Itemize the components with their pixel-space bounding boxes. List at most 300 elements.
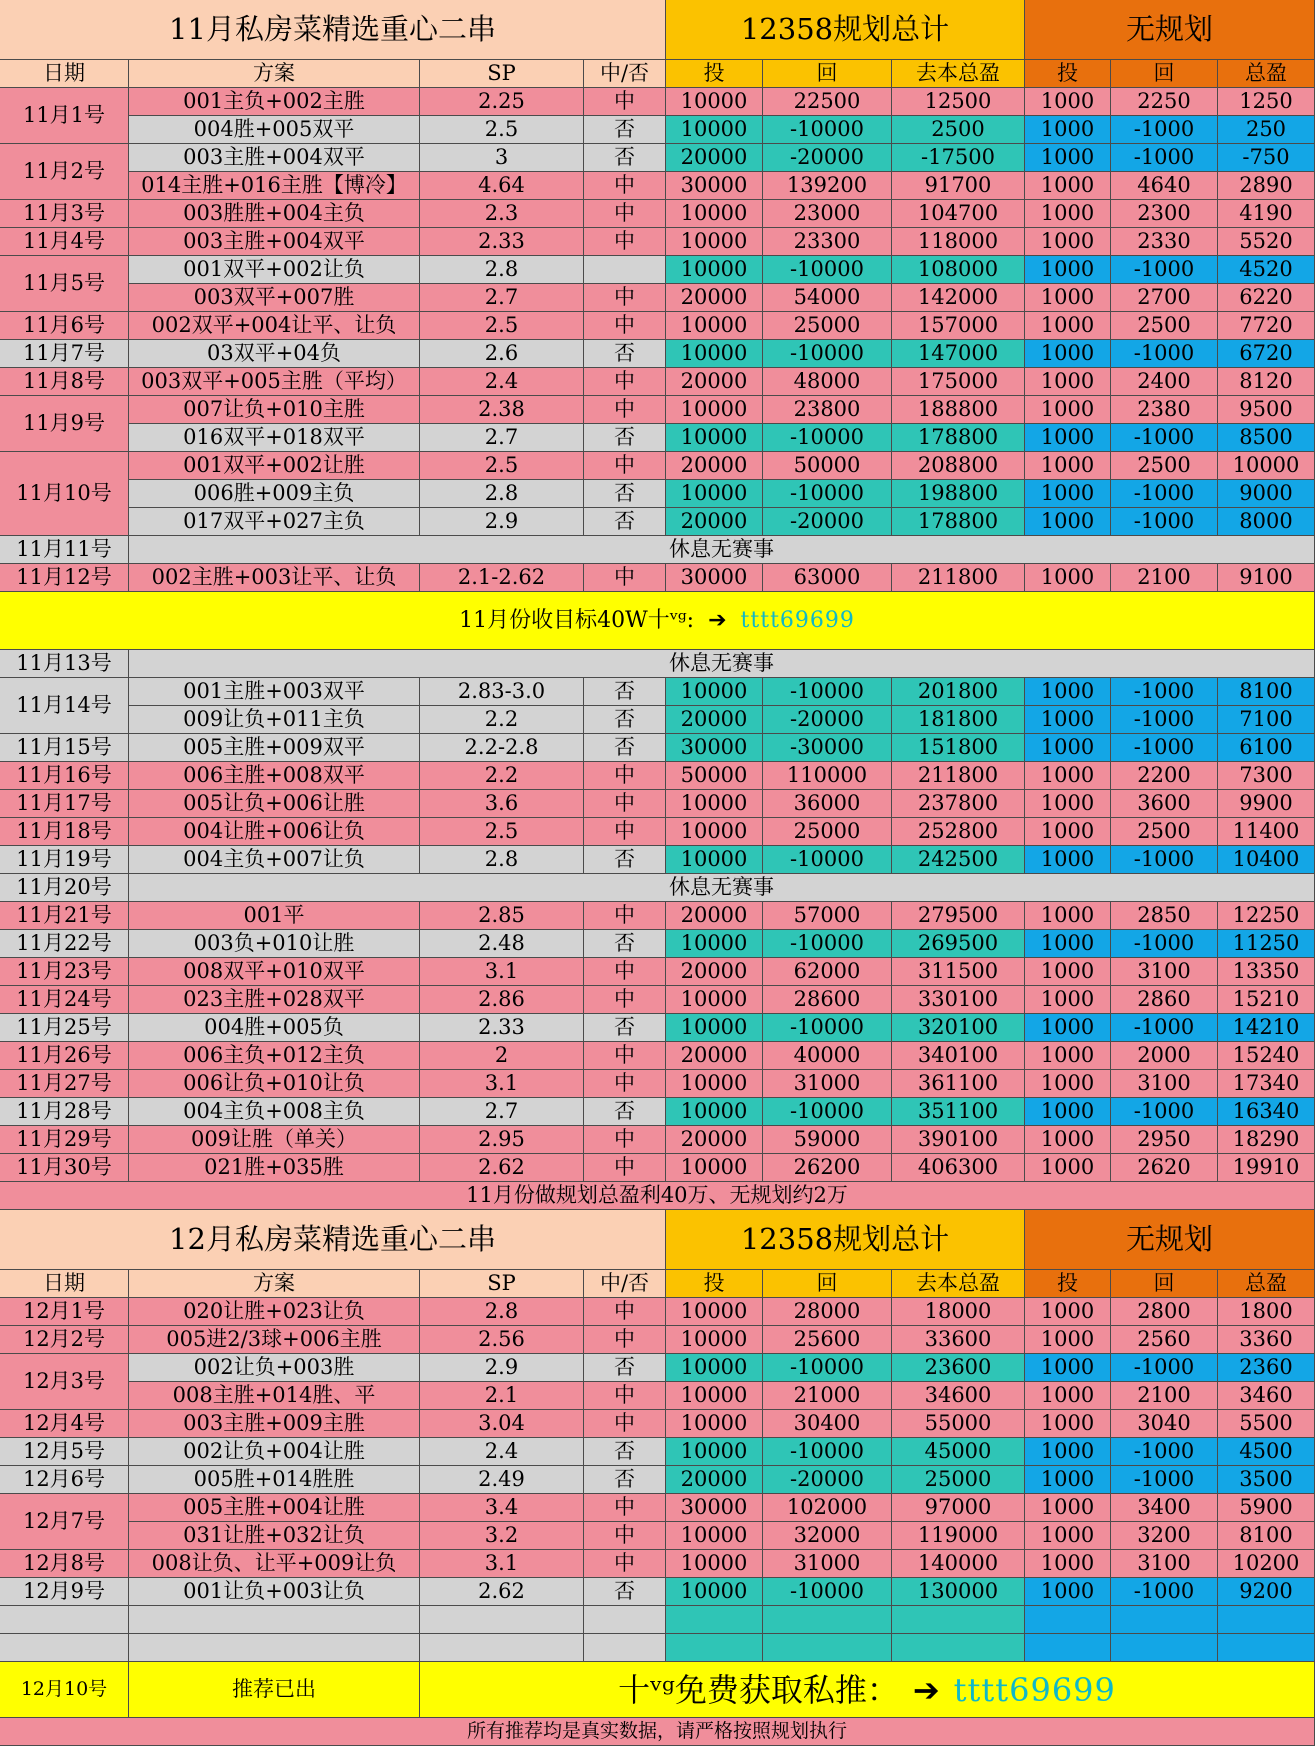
np-return-cell: 3100 xyxy=(1111,958,1218,986)
np-bet-cell: 1000 xyxy=(1025,368,1111,396)
empty-cell xyxy=(584,1634,666,1662)
return-cell: 40000 xyxy=(763,1042,892,1070)
np-return-cell: -1000 xyxy=(1111,1466,1218,1494)
np-return-cell: 3600 xyxy=(1111,790,1218,818)
result-cell: 否 xyxy=(584,1578,666,1606)
np-total-cell: 9100 xyxy=(1218,564,1315,592)
plan-cell: 008双平+010双平 xyxy=(129,958,420,986)
plan-cell: 005让负+006让胜 xyxy=(129,790,420,818)
result-cell: 否 xyxy=(584,930,666,958)
np-total-cell: 11400 xyxy=(1218,818,1315,846)
promo-glyph: 十ᵛᵍ xyxy=(618,1670,675,1709)
sp-cell: 2.5 xyxy=(420,312,584,340)
return-cell: 62000 xyxy=(763,958,892,986)
plan-total-header: 12358规划总计 xyxy=(666,1210,1025,1270)
return-cell: -10000 xyxy=(763,1354,892,1382)
no-plan-header: 无规划 xyxy=(1025,0,1315,60)
bet-cell: 30000 xyxy=(666,734,763,762)
np-return-cell: 2500 xyxy=(1111,818,1218,846)
np-return-cell: 2500 xyxy=(1111,312,1218,340)
result-cell: 否 xyxy=(584,1466,666,1494)
np-total-cell: 250 xyxy=(1218,116,1315,144)
empty-cell xyxy=(1111,1606,1218,1634)
empty-cell xyxy=(1218,1634,1315,1662)
np-total-cell: 3360 xyxy=(1218,1326,1315,1354)
bet-cell: 10000 xyxy=(666,678,763,706)
plan-cell: 006主胜+008双平 xyxy=(129,762,420,790)
np-return-cell: 2250 xyxy=(1111,88,1218,116)
sp-cell: 2.7 xyxy=(420,424,584,452)
return-cell: -10000 xyxy=(763,256,892,284)
return-cell: 26200 xyxy=(763,1154,892,1182)
result-cell: 否 xyxy=(584,340,666,368)
bet-cell: 10000 xyxy=(666,1014,763,1042)
net-profit-cell: 269500 xyxy=(892,930,1025,958)
sp-cell: 2.5 xyxy=(420,818,584,846)
result-cell: 中 xyxy=(584,1154,666,1182)
np-bet-cell: 1000 xyxy=(1025,958,1111,986)
plan-cell: 003双平+007胜 xyxy=(129,284,420,312)
date-cell: 11月20号 xyxy=(0,874,129,902)
net-profit-cell: 330100 xyxy=(892,986,1025,1014)
date-cell: 12月8号 xyxy=(0,1550,129,1578)
date-cell: 12月4号 xyxy=(0,1410,129,1438)
sp-cell: 3.1 xyxy=(420,1070,584,1098)
empty-cell xyxy=(892,1606,1025,1634)
bet-cell: 10000 xyxy=(666,790,763,818)
net-profit-cell: 188800 xyxy=(892,396,1025,424)
np-bet-cell: 1000 xyxy=(1025,1326,1111,1354)
np-return-cell: 2560 xyxy=(1111,1326,1218,1354)
date-cell: 11月23号 xyxy=(0,958,129,986)
sp-cell: 2.56 xyxy=(420,1326,584,1354)
np-return-cell: -1000 xyxy=(1111,144,1218,172)
net-profit-cell: 178800 xyxy=(892,508,1025,536)
plan-cell: 008让负、让平+009让负 xyxy=(129,1550,420,1578)
np-total-cell: 12250 xyxy=(1218,902,1315,930)
column-header-result: 中/否 xyxy=(584,1270,666,1298)
plan-cell: 002主胜+003让平、让负 xyxy=(129,564,420,592)
next-date: 12月10号 xyxy=(0,1662,129,1718)
sp-cell: 3.6 xyxy=(420,790,584,818)
bet-cell: 10000 xyxy=(666,200,763,228)
result-cell: 中 xyxy=(584,1522,666,1550)
column-header-sp: SP xyxy=(420,60,584,88)
net-profit-cell: 119000 xyxy=(892,1522,1025,1550)
return-cell: -20000 xyxy=(763,1466,892,1494)
bet-cell: 10000 xyxy=(666,312,763,340)
sp-cell: 2.38 xyxy=(420,396,584,424)
date-cell: 11月15号 xyxy=(0,734,129,762)
np-total-cell: 15210 xyxy=(1218,986,1315,1014)
np-return-cell: -1000 xyxy=(1111,480,1218,508)
date-cell: 12月7号 xyxy=(0,1494,129,1550)
plan-cell: 03双平+04负 xyxy=(129,340,420,368)
bet-cell: 10000 xyxy=(666,1154,763,1182)
plan-cell: 004主负+007让负 xyxy=(129,846,420,874)
result-cell xyxy=(584,256,666,284)
net-profit-cell: 340100 xyxy=(892,1042,1025,1070)
np-return-cell: 3100 xyxy=(1111,1550,1218,1578)
bet-cell: 20000 xyxy=(666,706,763,734)
column-header-np-return: 回 xyxy=(1111,60,1218,88)
return-cell: -10000 xyxy=(763,1014,892,1042)
np-total-cell: 8500 xyxy=(1218,424,1315,452)
plan-cell: 004让胜+006让负 xyxy=(129,818,420,846)
np-total-cell: 10200 xyxy=(1218,1550,1315,1578)
date-cell: 11月12号 xyxy=(0,564,129,592)
arrow-icon: ➔ xyxy=(912,1670,940,1709)
date-cell: 11月22号 xyxy=(0,930,129,958)
result-cell: 中 xyxy=(584,88,666,116)
return-cell: -10000 xyxy=(763,1098,892,1126)
np-bet-cell: 1000 xyxy=(1025,1410,1111,1438)
bet-cell: 10000 xyxy=(666,1438,763,1466)
return-cell: 23800 xyxy=(763,396,892,424)
np-bet-cell: 1000 xyxy=(1025,930,1111,958)
np-bet-cell: 1000 xyxy=(1025,1154,1111,1182)
net-profit-cell: 140000 xyxy=(892,1550,1025,1578)
sp-cell: 2.1 xyxy=(420,1382,584,1410)
np-return-cell: 2380 xyxy=(1111,396,1218,424)
result-cell: 中 xyxy=(584,958,666,986)
bet-cell: 10000 xyxy=(666,1298,763,1326)
plan-cell: 001双平+002让胜 xyxy=(129,452,420,480)
np-return-cell: 3400 xyxy=(1111,1494,1218,1522)
np-bet-cell: 1000 xyxy=(1025,88,1111,116)
np-total-cell: 16340 xyxy=(1218,1098,1315,1126)
return-cell: -10000 xyxy=(763,846,892,874)
return-cell: -10000 xyxy=(763,480,892,508)
np-total-cell: 2890 xyxy=(1218,172,1315,200)
np-return-cell: 2330 xyxy=(1111,228,1218,256)
result-cell: 中 xyxy=(584,200,666,228)
result-cell: 否 xyxy=(584,678,666,706)
np-total-cell: 7100 xyxy=(1218,706,1315,734)
np-return-cell: 2200 xyxy=(1111,762,1218,790)
sp-cell: 2.62 xyxy=(420,1578,584,1606)
empty-cell xyxy=(1218,1606,1315,1634)
bet-cell: 10000 xyxy=(666,986,763,1014)
return-cell: 54000 xyxy=(763,284,892,312)
np-bet-cell: 1000 xyxy=(1025,1014,1111,1042)
net-profit-cell: 130000 xyxy=(892,1578,1025,1606)
net-profit-cell: 118000 xyxy=(892,228,1025,256)
np-total-cell: 18290 xyxy=(1218,1126,1315,1154)
plan-cell: 003负+010让胜 xyxy=(129,930,420,958)
plan-cell: 021胜+035胜 xyxy=(129,1154,420,1182)
np-total-cell: 5500 xyxy=(1218,1410,1315,1438)
sp-cell: 2.3 xyxy=(420,200,584,228)
date-cell: 12月5号 xyxy=(0,1438,129,1466)
date-cell: 12月1号 xyxy=(0,1298,129,1326)
np-total-cell: 2360 xyxy=(1218,1354,1315,1382)
net-profit-cell: 2500 xyxy=(892,116,1025,144)
sp-cell: 2.1-2.62 xyxy=(420,564,584,592)
bet-cell: 10000 xyxy=(666,930,763,958)
date-cell: 11月18号 xyxy=(0,818,129,846)
plan-cell: 005主胜+004让胜 xyxy=(129,1494,420,1522)
bet-cell: 20000 xyxy=(666,1042,763,1070)
return-cell: 57000 xyxy=(763,902,892,930)
bet-cell: 10000 xyxy=(666,1522,763,1550)
plan-cell: 003胜胜+004主负 xyxy=(129,200,420,228)
bet-cell: 10000 xyxy=(666,228,763,256)
empty-cell xyxy=(666,1634,763,1662)
column-header-np-bet: 投 xyxy=(1025,60,1111,88)
plan-cell: 003主胜+004双平 xyxy=(129,228,420,256)
plan-cell: 020让胜+023让负 xyxy=(129,1298,420,1326)
return-cell: 23300 xyxy=(763,228,892,256)
sp-cell: 4.64 xyxy=(420,172,584,200)
return-cell: -10000 xyxy=(763,678,892,706)
promo-banner xyxy=(420,1662,1315,1718)
bet-cell: 10000 xyxy=(666,424,763,452)
empty-cell xyxy=(129,1606,420,1634)
bet-cell: 10000 xyxy=(666,116,763,144)
plan-cell: 003主胜+004双平 xyxy=(129,144,420,172)
plan-cell: 002让负+003胜 xyxy=(129,1354,420,1382)
sp-cell: 2.49 xyxy=(420,1466,584,1494)
np-bet-cell: 1000 xyxy=(1025,678,1111,706)
np-bet-cell: 1000 xyxy=(1025,1098,1111,1126)
np-bet-cell: 1000 xyxy=(1025,256,1111,284)
sp-cell: 2.7 xyxy=(420,1098,584,1126)
net-profit-cell: 201800 xyxy=(892,678,1025,706)
np-return-cell: 4640 xyxy=(1111,172,1218,200)
sp-cell: 2.8 xyxy=(420,1298,584,1326)
column-header-net-profit: 去本总盈 xyxy=(892,1270,1025,1298)
sp-cell: 2.4 xyxy=(420,1438,584,1466)
np-total-cell: 3460 xyxy=(1218,1382,1315,1410)
column-header-plan: 方案 xyxy=(129,60,420,88)
np-bet-cell: 1000 xyxy=(1025,452,1111,480)
return-cell: -20000 xyxy=(763,144,892,172)
month-summary: 11月份做规划总盈利40万、无规划约2万 xyxy=(0,1182,1315,1210)
return-cell: 31000 xyxy=(763,1550,892,1578)
date-cell: 11月26号 xyxy=(0,1042,129,1070)
return-cell: 21000 xyxy=(763,1382,892,1410)
np-bet-cell: 1000 xyxy=(1025,312,1111,340)
empty-cell xyxy=(763,1606,892,1634)
section-title: 11月私房菜精选重心二串 xyxy=(0,0,666,60)
date-cell: 11月14号 xyxy=(0,678,129,734)
np-total-cell: 9000 xyxy=(1218,480,1315,508)
np-return-cell: 2000 xyxy=(1111,1042,1218,1070)
np-return-cell: -1000 xyxy=(1111,1578,1218,1606)
bet-cell: 20000 xyxy=(666,452,763,480)
np-return-cell: -1000 xyxy=(1111,116,1218,144)
result-cell: 中 xyxy=(584,1070,666,1098)
date-cell: 11月5号 xyxy=(0,256,129,312)
np-total-cell: 7720 xyxy=(1218,312,1315,340)
plan-cell: 006主负+012主负 xyxy=(129,1042,420,1070)
bet-cell: 30000 xyxy=(666,172,763,200)
return-cell: 31000 xyxy=(763,1070,892,1098)
rest-day-note: 休息无赛事 xyxy=(129,536,1315,564)
np-bet-cell: 1000 xyxy=(1025,986,1111,1014)
column-header-np-bet: 投 xyxy=(1025,1270,1111,1298)
result-cell: 否 xyxy=(584,480,666,508)
column-header-np-return: 回 xyxy=(1111,1270,1218,1298)
net-profit-cell: 147000 xyxy=(892,340,1025,368)
date-cell: 11月8号 xyxy=(0,368,129,396)
net-profit-cell: 237800 xyxy=(892,790,1025,818)
return-cell: 25000 xyxy=(763,312,892,340)
np-return-cell: -1000 xyxy=(1111,930,1218,958)
empty-cell xyxy=(1111,1634,1218,1662)
result-cell: 否 xyxy=(584,734,666,762)
np-return-cell: -1000 xyxy=(1111,734,1218,762)
date-cell: 11月25号 xyxy=(0,1014,129,1042)
return-cell: -30000 xyxy=(763,734,892,762)
plan-cell: 023主胜+028双平 xyxy=(129,986,420,1014)
np-bet-cell: 1000 xyxy=(1025,200,1111,228)
np-bet-cell: 1000 xyxy=(1025,1466,1111,1494)
date-cell: 11月4号 xyxy=(0,228,129,256)
empty-cell xyxy=(129,1634,420,1662)
date-cell: 11月24号 xyxy=(0,986,129,1014)
date-cell: 11月28号 xyxy=(0,1098,129,1126)
result-cell: 否 xyxy=(584,1014,666,1042)
plan-cell: 017双平+027主负 xyxy=(129,508,420,536)
np-bet-cell: 1000 xyxy=(1025,396,1111,424)
bet-cell: 10000 xyxy=(666,1382,763,1410)
plan-cell: 004主负+008主负 xyxy=(129,1098,420,1126)
np-bet-cell: 1000 xyxy=(1025,340,1111,368)
date-cell: 11月29号 xyxy=(0,1126,129,1154)
return-cell: -10000 xyxy=(763,930,892,958)
banner-text: 11月份收目标40W xyxy=(459,607,648,633)
result-cell: 否 xyxy=(584,424,666,452)
np-total-cell: 6720 xyxy=(1218,340,1315,368)
footer-note: 所有推荐均是真实数据，请严格按照规划执行 xyxy=(0,1718,1315,1746)
net-profit-cell: 311500 xyxy=(892,958,1025,986)
promo-link: tttt69699 xyxy=(953,1670,1116,1709)
plan-cell: 005胜+014胜胜 xyxy=(129,1466,420,1494)
net-profit-cell: 198800 xyxy=(892,480,1025,508)
np-total-cell: 7300 xyxy=(1218,762,1315,790)
np-return-cell: -1000 xyxy=(1111,1354,1218,1382)
bet-cell: 20000 xyxy=(666,1126,763,1154)
np-bet-cell: 1000 xyxy=(1025,144,1111,172)
plan-cell: 008主胜+014胜、平 xyxy=(129,1382,420,1410)
np-total-cell: -750 xyxy=(1218,144,1315,172)
net-profit-cell: 178800 xyxy=(892,424,1025,452)
bet-cell: 20000 xyxy=(666,144,763,172)
column-header-date: 日期 xyxy=(0,60,129,88)
np-bet-cell: 1000 xyxy=(1025,1042,1111,1070)
net-profit-cell: 33600 xyxy=(892,1326,1025,1354)
banner-link: tttt69699 xyxy=(740,607,855,633)
sp-cell: 2.86 xyxy=(420,986,584,1014)
date-cell: 11月3号 xyxy=(0,200,129,228)
net-profit-cell: 157000 xyxy=(892,312,1025,340)
net-profit-cell: 142000 xyxy=(892,284,1025,312)
return-cell: 102000 xyxy=(763,1494,892,1522)
np-bet-cell: 1000 xyxy=(1025,1070,1111,1098)
date-cell: 11月6号 xyxy=(0,312,129,340)
result-cell: 中 xyxy=(584,818,666,846)
net-profit-cell: 18000 xyxy=(892,1298,1025,1326)
np-return-cell: 2860 xyxy=(1111,986,1218,1014)
np-return-cell: 3040 xyxy=(1111,1410,1218,1438)
net-profit-cell: 45000 xyxy=(892,1438,1025,1466)
sp-cell: 2.33 xyxy=(420,1014,584,1042)
np-return-cell: -1000 xyxy=(1111,846,1218,874)
return-cell: -20000 xyxy=(763,508,892,536)
np-return-cell: 2400 xyxy=(1111,368,1218,396)
np-return-cell: -1000 xyxy=(1111,1098,1218,1126)
bet-cell: 20000 xyxy=(666,902,763,930)
plan-cell: 001让负+003让负 xyxy=(129,1578,420,1606)
column-header-return: 回 xyxy=(763,1270,892,1298)
sp-cell: 2.8 xyxy=(420,480,584,508)
result-cell: 中 xyxy=(584,396,666,424)
plan-cell: 007让负+010主胜 xyxy=(129,396,420,424)
empty-cell xyxy=(666,1606,763,1634)
result-cell: 中 xyxy=(584,312,666,340)
column-header-result: 中/否 xyxy=(584,60,666,88)
np-bet-cell: 1000 xyxy=(1025,1438,1111,1466)
np-return-cell: -1000 xyxy=(1111,1014,1218,1042)
column-header-date: 日期 xyxy=(0,1270,129,1298)
net-profit-cell: 104700 xyxy=(892,200,1025,228)
promo-text: 免费获取私推： xyxy=(674,1670,899,1709)
bet-cell: 20000 xyxy=(666,958,763,986)
rest-day-note: 休息无赛事 xyxy=(129,874,1315,902)
sp-cell: 3.1 xyxy=(420,958,584,986)
bet-cell: 20000 xyxy=(666,508,763,536)
return-cell: 32000 xyxy=(763,1522,892,1550)
plan-cell: 009让胜（单关） xyxy=(129,1126,420,1154)
column-header-plan: 方案 xyxy=(129,1270,420,1298)
result-cell: 否 xyxy=(584,144,666,172)
np-bet-cell: 1000 xyxy=(1025,706,1111,734)
np-total-cell: 15240 xyxy=(1218,1042,1315,1070)
return-cell: 139200 xyxy=(763,172,892,200)
np-total-cell: 9500 xyxy=(1218,396,1315,424)
np-return-cell: 2100 xyxy=(1111,564,1218,592)
np-bet-cell: 1000 xyxy=(1025,902,1111,930)
banner-glyph: 十ᵛᵍ: xyxy=(647,607,695,633)
plan-cell: 009让负+011主负 xyxy=(129,706,420,734)
bet-cell: 10000 xyxy=(666,1550,763,1578)
bet-cell: 10000 xyxy=(666,818,763,846)
np-bet-cell: 1000 xyxy=(1025,480,1111,508)
plan-cell: 006让负+010让负 xyxy=(129,1070,420,1098)
net-profit-cell: 279500 xyxy=(892,902,1025,930)
date-cell: 12月6号 xyxy=(0,1466,129,1494)
sp-cell: 3 xyxy=(420,144,584,172)
return-cell: 110000 xyxy=(763,762,892,790)
sp-cell: 2.83-3.0 xyxy=(420,678,584,706)
plan-total-header: 12358规划总计 xyxy=(666,0,1025,60)
net-profit-cell: 351100 xyxy=(892,1098,1025,1126)
sp-cell: 3.04 xyxy=(420,1410,584,1438)
sp-cell: 2.33 xyxy=(420,228,584,256)
np-total-cell: 9200 xyxy=(1218,1578,1315,1606)
result-cell: 否 xyxy=(584,1438,666,1466)
result-cell: 中 xyxy=(584,902,666,930)
bet-cell: 10000 xyxy=(666,1410,763,1438)
np-bet-cell: 1000 xyxy=(1025,508,1111,536)
net-profit-cell: 320100 xyxy=(892,1014,1025,1042)
np-total-cell: 4500 xyxy=(1218,1438,1315,1466)
result-cell: 中 xyxy=(584,452,666,480)
return-cell: 36000 xyxy=(763,790,892,818)
net-profit-cell: 12500 xyxy=(892,88,1025,116)
